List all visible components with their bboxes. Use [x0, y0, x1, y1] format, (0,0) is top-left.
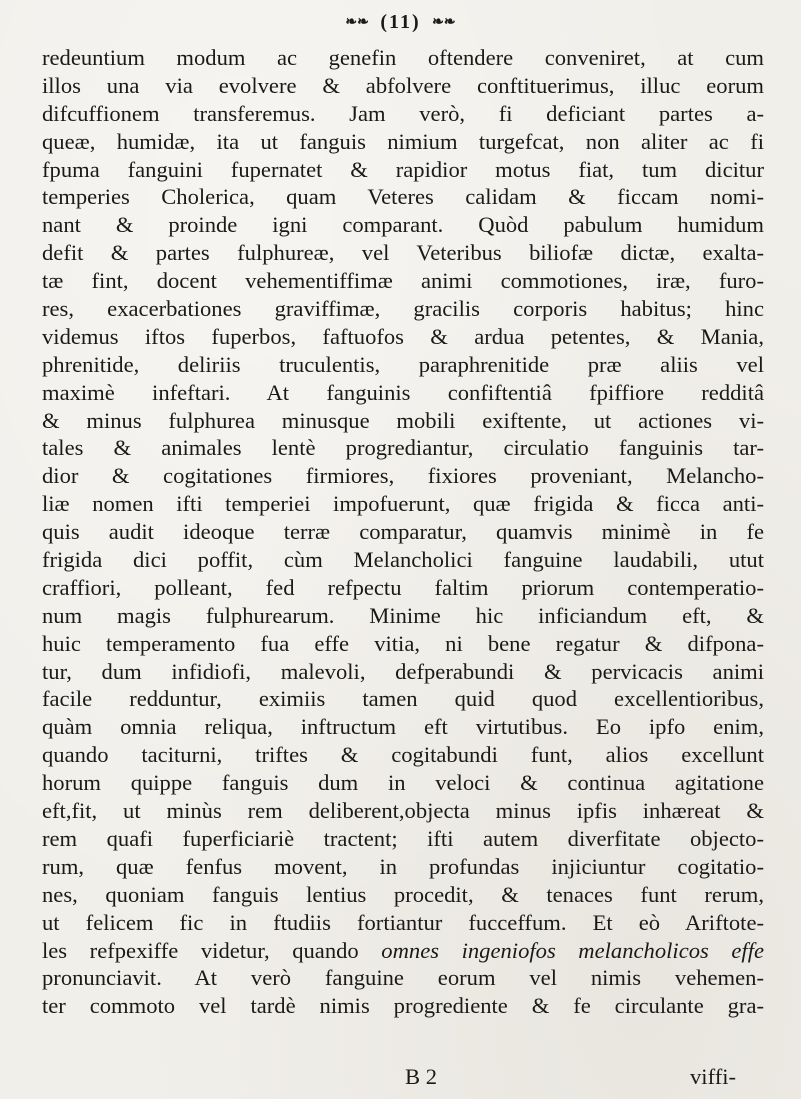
- page-number: (11): [380, 11, 421, 34]
- page-header: [0, 8, 801, 34]
- text-line: huic temperamento fua effe vitia, ni bene regatur & difpona-: [42, 630, 764, 656]
- text-line: nant & proinde igni comparant. Quòd pabulum humidum: [42, 212, 764, 238]
- text-line-with-italic: [42, 937, 764, 965]
- text-line: videmus iftos fuperbos, faftuofos & ardua petentes, & Mania,: [42, 323, 764, 349]
- text-line: eft,fit, ut minùs rem deliberent,objecta minus ipfis inhæreat &: [42, 798, 764, 824]
- text-line: craffiori, polleant, fed refpectu faltim priorum contemperatio-: [42, 574, 764, 600]
- text-line: ut felicem fic in ftudiis fortiantur fucceffum. Et eò Ariftote-: [42, 909, 764, 935]
- text-line: rum, quæ fenfus movent, in profundas injiciuntur cogitatio-: [42, 853, 764, 879]
- text-line: & minus fulphurea minusque mobili exiftente, ut actiones vi-: [42, 407, 764, 433]
- text-line: quàm omnia reliqua, inftructum eft virtutibus. Eo ipfo enim,: [42, 714, 764, 740]
- signature-mark: B 2: [405, 1064, 438, 1089]
- ornament-right-icon: ❧❧: [432, 15, 456, 31]
- text-line: illos una via evolvere & abfolvere conftituerimus, illuc eorum: [42, 72, 764, 98]
- text-line: frigida dici poffit, cùm Melancholici fanguine laudabili, utut: [42, 547, 764, 573]
- catchword: viffi-: [690, 1064, 737, 1089]
- text-line: ter commoto vel tardè nimis progrediente & fe circulante gra-: [42, 993, 764, 1019]
- text-line: fpuma fanguini fupernatet & rapidior motus fiat, tum dicitur: [42, 156, 764, 182]
- text-line: liæ nomen ifti temperiei impofuerunt, quæ frigida & ficca anti-: [42, 491, 764, 517]
- text-line: tur, dum infidiofi, malevoli, defperabundi & pervicacis animi: [42, 658, 764, 684]
- body-text: [42, 44, 764, 1020]
- text-line: maximè infeftari. At fanguinis confiftentiâ fpiffiore redditâ: [42, 379, 764, 405]
- text-line: res, exacerbationes graviffimæ, gracilis corporis habitus; hinc: [42, 296, 764, 322]
- text-line: quis audit ideoque terræ comparatur, quamvis minimè in fe: [42, 519, 764, 545]
- text-line: rem quafi fuperficiariè tractent; ifti autem diverfitate objecto-: [42, 825, 764, 851]
- text-line: facile redduntur, eximiis tamen quid quod excellentioribus,: [42, 686, 764, 712]
- text-line: horum quippe fanguis dum in veloci & continua agitatione: [42, 770, 764, 796]
- text-line: nes, quoniam fanguis lentius procedit, & tenaces funt rerum,: [42, 881, 764, 907]
- text-line: redeuntium modum ac genefin oftendere conveniret, at cum: [42, 45, 764, 70]
- text-line: tæ fint, docent vehementiffimæ animi commotiones, iræ, furo-: [42, 268, 764, 294]
- text-line: pronunciavit. At verò fanguine eorum vel nimis vehemen-: [42, 965, 764, 991]
- text-line: queæ, humidæ, ita ut fanguis nimium turgefcat, non aliter ac fi: [42, 128, 764, 154]
- italic-phrase: omnes ingeniofos melancholicos effe: [381, 937, 765, 963]
- text-line: difcuffionem transferemus. Jam verò, fi deficiant partes a-: [42, 100, 764, 126]
- text-line: quando taciturni, triftes & cogitabundi funt, alios excellunt: [42, 742, 764, 768]
- ornament-left-icon: ❧❧: [345, 15, 369, 31]
- text-line: temperies Cholerica, quam Veteres calidam & ficcam nomi-: [42, 184, 764, 210]
- text-line: dior & cogitationes firmiores, fixiores proveniant, Melancho-: [42, 463, 764, 489]
- text-line: defit & partes fulphureæ, vel Veteribus biliofæ dictæ, exalta-: [42, 240, 764, 266]
- text-line: phrenitide, deliriis truculentis, paraphrenitide præ aliis vel: [42, 351, 764, 377]
- text-line: num magis fulphurearum. Minime hic inficiandum eft, &: [42, 602, 764, 628]
- text-line: tales & animales lentè progrediantur, circulatio fanguinis tar-: [42, 435, 764, 461]
- text-segment: les refpexiffe videtur, quando: [42, 937, 382, 963]
